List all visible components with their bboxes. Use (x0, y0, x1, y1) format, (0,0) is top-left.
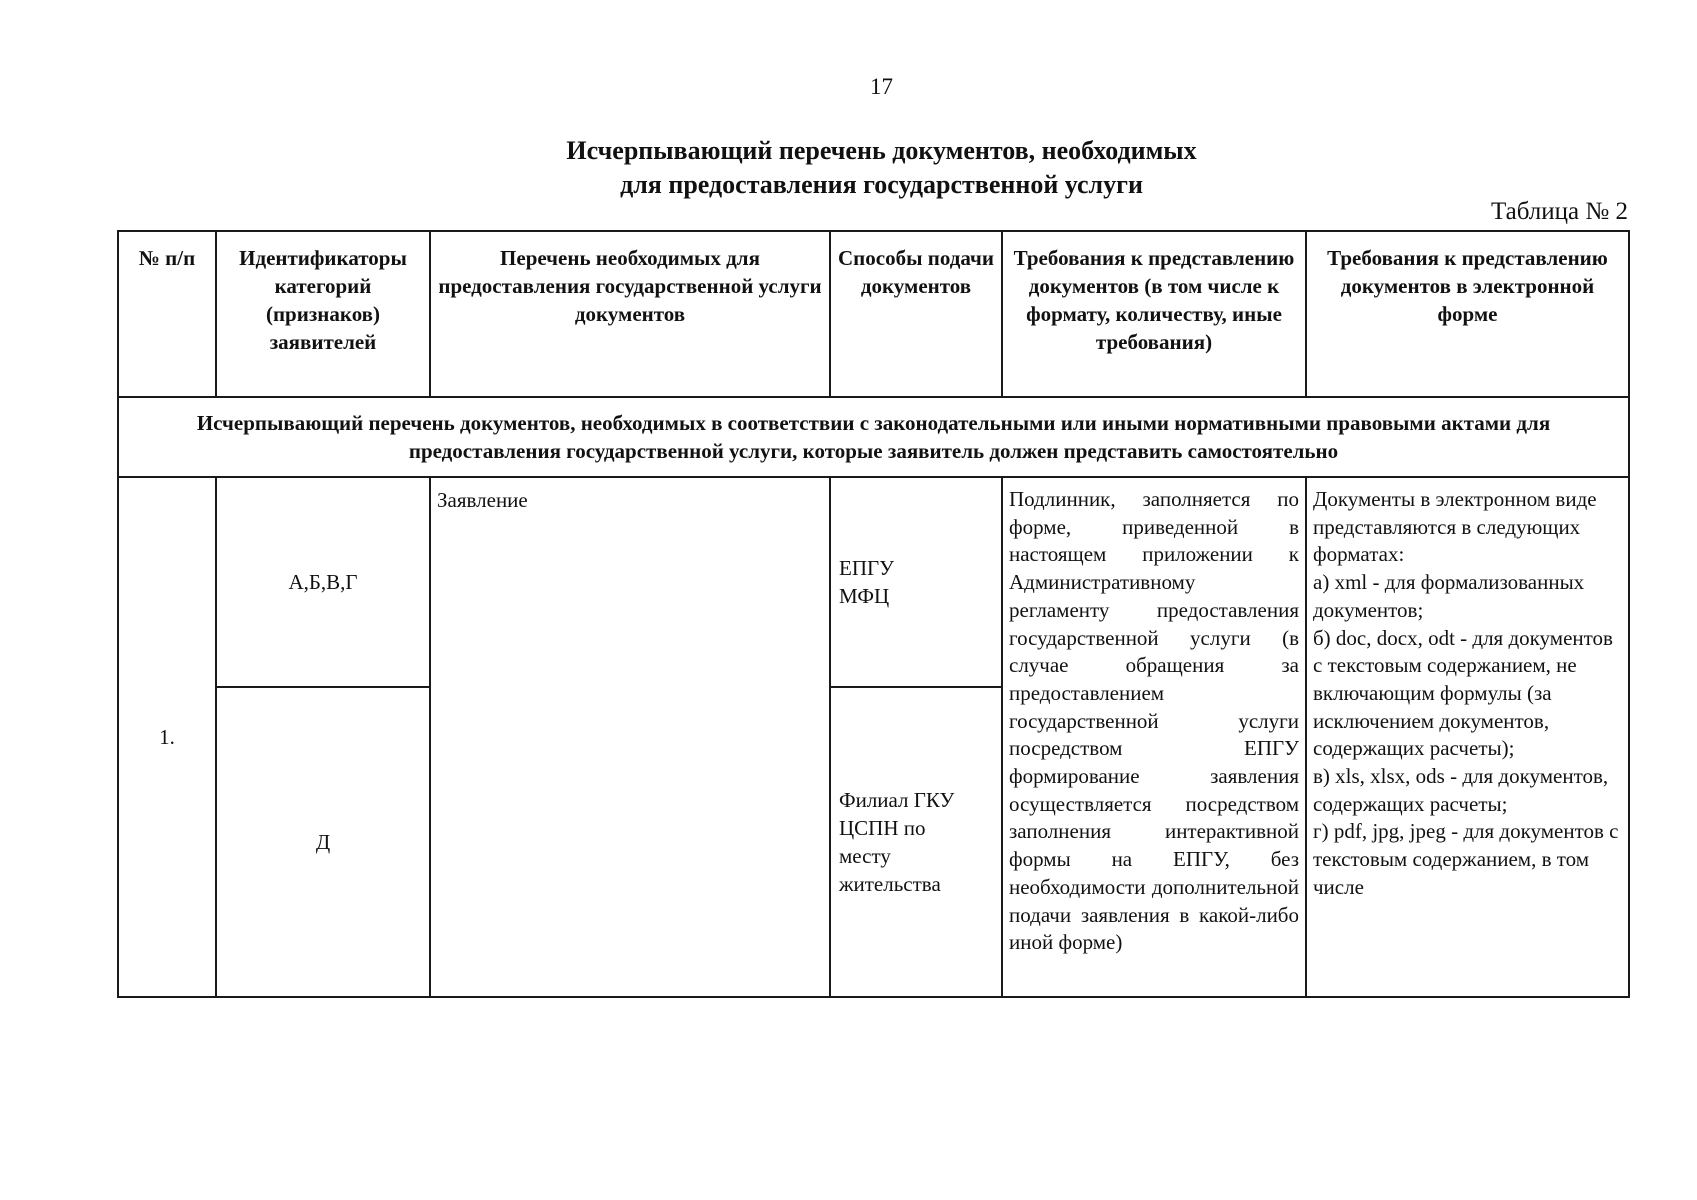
method-1-line: ЕПГУ (839, 556, 895, 580)
electronic-line: Документы в электронном виде представляются в следующих форматах: (1313, 487, 1597, 567)
electronic-line: г) pdf, jpg, jpeg - для документов с текстовым содержанием, в том числе (1313, 819, 1619, 899)
title-line-2: для предоставления государственной услуги (620, 170, 1143, 199)
header-methods: Способы подачи документов (830, 231, 1002, 397)
method-2-line: Филиал ГКУ (839, 788, 955, 812)
method-1-line: МФЦ (839, 584, 890, 608)
section-row (118, 397, 1629, 477)
header-documents: Перечень необходимых для предоставления государственной услуги документов (430, 231, 830, 397)
header-requirements: Требования к представлению документов (в том числе к формату, количеству, иные требования) (1002, 231, 1306, 397)
page-number: 17 (870, 74, 893, 99)
electronic-line: в) xls, xlsx, ods - для документов, содержащих расчеты; (1313, 764, 1609, 816)
method-2-line: жительства (839, 872, 941, 896)
electronic-cell (1306, 477, 1629, 997)
table-header-row (118, 231, 1629, 397)
document-title (0, 134, 1697, 202)
method-2-line: ЦСПН по (839, 816, 926, 840)
section-title: Исчерпывающий перечень документов, необходимых в соответствии с законодательными или иными нормативными правовыми актами для предоставления государственной услуги, которые заявитель должен представить самостоятельно (118, 397, 1629, 477)
documents-table (117, 230, 1630, 998)
electronic-line: а) xml - для формализованных документов; (1313, 570, 1585, 622)
document-cell: Заявление (430, 477, 830, 997)
method-2-line: месту (839, 844, 891, 868)
category-cell-1: А,Б,В,Г (216, 477, 430, 687)
header-categories: Идентификаторы категорий (признаков) заявителей (216, 231, 430, 397)
requirements-cell: Подлинник, заполняется по форме, приведенной в настоящем приложении к Административному регламенту предоставления государственной услуги (в случае обращения за предоставлением государственной услуги посредством ЕПГУ формирование заявления осуществляется посредством заполнения интерактивной формы на ЕПГУ, без необходимости дополнительной подачи заявления в какой-либо иной форме) (1002, 477, 1306, 997)
header-number: № п/п (118, 231, 216, 397)
category-cell-2: Д (216, 687, 430, 997)
table-label: Таблица № 2 (1490, 198, 1628, 225)
title-line-1: Исчерпывающий перечень документов, необходимых (566, 136, 1197, 165)
table-row (118, 477, 1629, 687)
row-number: 1. (118, 477, 216, 997)
electronic-line: б) doc, docx, odt - для документов с текстовым содержанием, не включающим формулы (за исключением документов, содержащих расчеты); (1313, 625, 1613, 761)
method-cell-2 (830, 687, 1002, 997)
method-cell-1 (830, 477, 1002, 687)
header-electronic: Требования к представлению документов в электронной форме (1306, 231, 1629, 397)
